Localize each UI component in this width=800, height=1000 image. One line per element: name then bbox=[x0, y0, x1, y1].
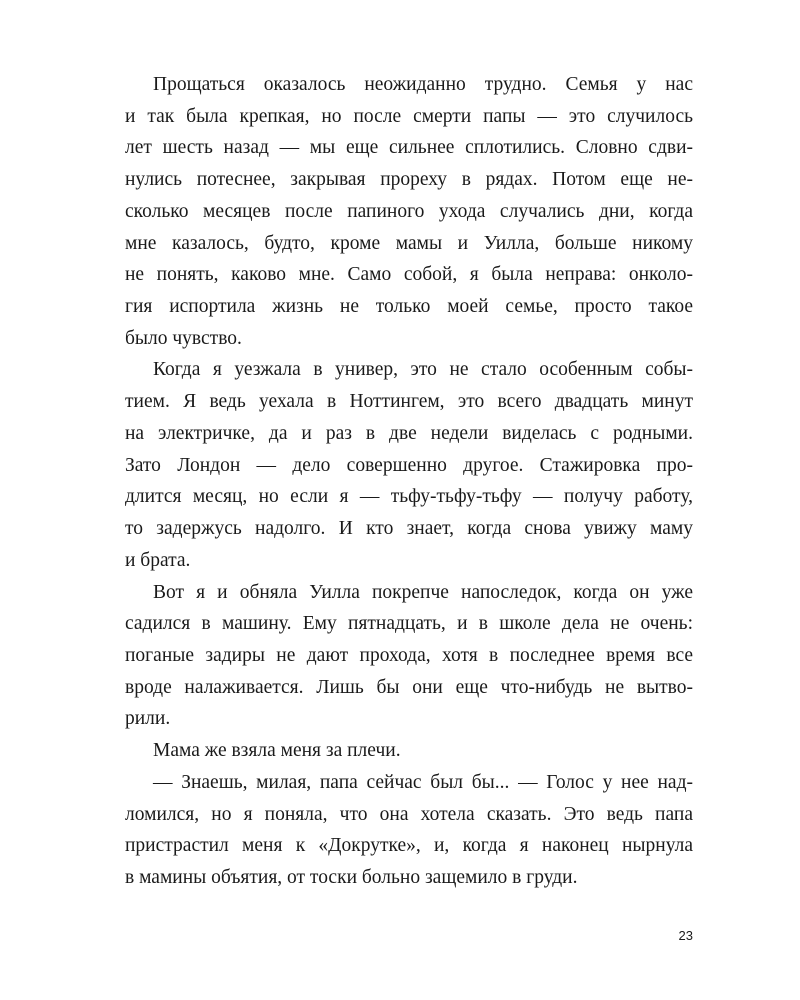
text-line: Когда я уезжала в универ, это не стало особенным собы- bbox=[153, 359, 693, 381]
text-line: на электричке, да и раз в две недели виделась с родными. bbox=[125, 422, 693, 444]
text-line: мне казалось, будто, кроме мамы и Уилла, больше никому bbox=[125, 232, 693, 254]
paragraph bbox=[125, 767, 693, 894]
text-line: пристрастил меня к «Докрутке», и, когда я наконец нырнула bbox=[125, 835, 693, 857]
text-line: сколько месяцев после папиного ухода случались дни, когда bbox=[125, 200, 693, 222]
text-line: ломился, но я поняла, что она хотела сказать. Это ведь папа bbox=[125, 803, 693, 825]
text-line: не понять, каково мне. Само собой, я была неправа: онколо- bbox=[125, 264, 693, 286]
text-line: садился в машину. Ему пятнадцать, и в школе дела не очень: bbox=[125, 613, 693, 635]
body-text bbox=[125, 69, 693, 894]
text-line: и так была крепкая, но после смерти папы — это случилось bbox=[125, 105, 693, 127]
paragraph bbox=[125, 577, 693, 736]
text-line: Вот я и обняла Уилла покрепче напоследок, когда он уже bbox=[153, 581, 693, 603]
text-line: Мама же взяла меня за плечи. bbox=[153, 740, 401, 762]
text-line: лет шесть назад — мы еще сильнее сплотились. Словно сдви- bbox=[125, 137, 693, 159]
text-line: рили. bbox=[125, 708, 171, 730]
text-line: нулись потеснее, закрывая прореху в рядах. Потом еще не- bbox=[125, 169, 693, 191]
text-line: и брата. bbox=[125, 549, 191, 571]
text-line: гия испортила жизнь не только моей семье, просто такое bbox=[125, 296, 693, 318]
paragraph bbox=[125, 69, 693, 354]
paragraph bbox=[125, 354, 693, 576]
page-number: 23 bbox=[678, 928, 693, 943]
text-line: Прощаться оказалось неожиданно трудно. Семья у нас bbox=[153, 74, 693, 95]
text-line: вроде налаживается. Лишь бы они еще что-нибудь не вытво- bbox=[125, 676, 693, 698]
text-line: тием. Я ведь уехала в Ноттингем, это всего двадцать минут bbox=[125, 391, 693, 413]
text-line: в мамины объятия, от тоски больно защемило в груди. bbox=[125, 866, 578, 888]
text-line: поганые задиры не дают прохода, хотя в последнее время все bbox=[125, 644, 693, 666]
text-line: то задержусь надолго. И кто знает, когда снова увижу маму bbox=[125, 518, 693, 540]
text-line: длится месяц, но если я — тьфу-тьфу-тьфу — получу работу, bbox=[125, 486, 693, 508]
text-line: — Знаешь, милая, папа сейчас был бы... — Голос у нее над- bbox=[153, 771, 693, 793]
text-line: Зато Лондон — дело совершенно другое. Стажировка про- bbox=[125, 454, 693, 476]
text-line: было чувство. bbox=[125, 327, 242, 349]
paragraph bbox=[125, 735, 693, 767]
